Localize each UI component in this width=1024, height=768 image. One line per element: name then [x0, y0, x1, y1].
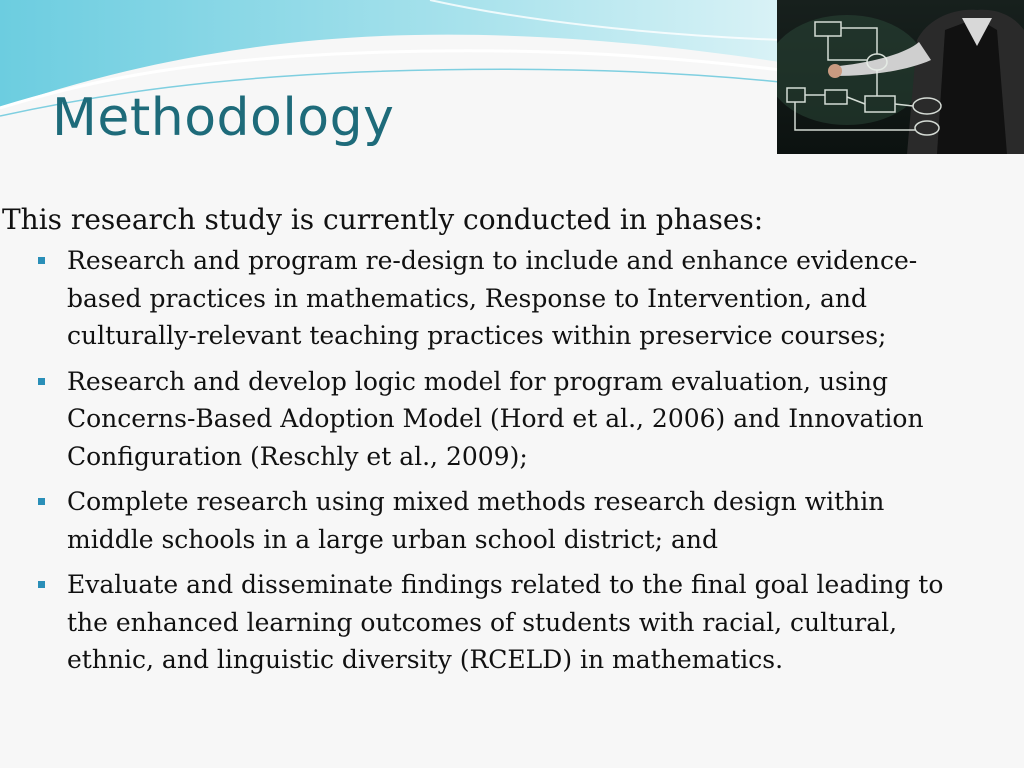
- square-bullet-icon: [38, 378, 45, 385]
- list-item-line: Configuration (Reschly et al., 2009);: [67, 441, 528, 471]
- list-item-line: culturally-relevant teaching practices within preservice courses;: [67, 321, 887, 350]
- list-item-line: Evaluate and disseminate findings related to the final goal leading to: [67, 570, 944, 599]
- phase-list: [0, 242, 1010, 679]
- square-bullet-icon: [38, 257, 45, 264]
- list-item-line: ethnic, and linguistic diversity (RCELD) in mathematics.: [67, 645, 784, 674]
- list-item-line: based practices in mathematics, Response to Intervention, and: [67, 283, 868, 313]
- list-item-line: Research and program re-design to include and enhance evidence-: [67, 246, 918, 275]
- slide-title: Methodology: [52, 88, 395, 148]
- list-item-line: Research and develop logic model for program evaluation, using: [67, 366, 888, 396]
- list-item: [0, 566, 1010, 679]
- square-bullet-icon: [38, 498, 45, 505]
- list-item-line: middle schools in a large urban school district; and: [67, 524, 718, 554]
- intro-text: This research study is currently conducted in phases:: [2, 203, 764, 236]
- list-item-line: the enhanced learning outcomes of students with racial, cultural,: [67, 607, 898, 637]
- list-item-line: Concerns-Based Adoption Model (Hord et al., 2006) and Innovation: [67, 404, 924, 433]
- list-item: [0, 242, 1010, 355]
- list-item: [0, 483, 1010, 558]
- list-item: [0, 363, 1010, 476]
- list-item-line: Complete research using mixed methods research design within: [67, 487, 885, 516]
- business-flowchart-photo: [777, 0, 1024, 154]
- square-bullet-icon: [38, 581, 45, 588]
- slide-body: [0, 200, 1010, 687]
